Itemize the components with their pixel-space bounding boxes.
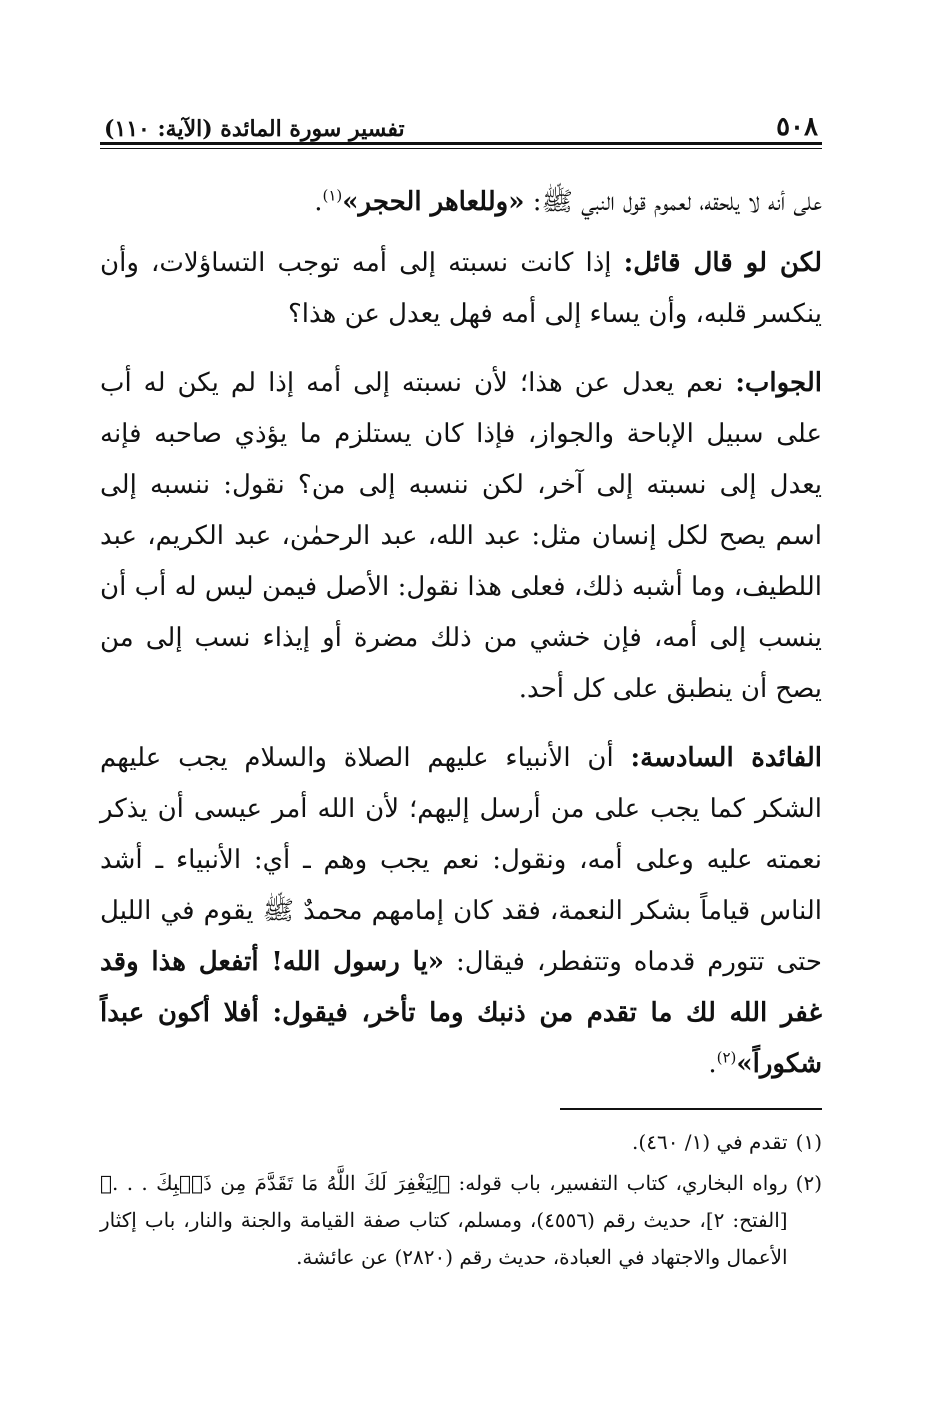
footnotes xyxy=(100,1124,822,1276)
hadith-quote-2: «يا رسول الله! أتفعل هذا وقد غفر الله لك ما تقدم من ذنبك وما تأخر، فيقول: أفلا أكون عبداً شكوراً» xyxy=(100,947,822,1079)
paragraph-4-end: . xyxy=(708,1049,717,1079)
page-number: ٥٠٨ xyxy=(776,112,818,142)
book-page xyxy=(100,100,822,1280)
footnote-number: (٢) xyxy=(795,1171,822,1195)
footnote-ref-2: (٢) xyxy=(716,1048,737,1067)
paragraph-4-lead: الفائدة السادسة: xyxy=(630,743,822,773)
hadith-quote: «وللعاهر الحجر» xyxy=(342,187,525,217)
header-divider xyxy=(100,148,822,149)
main-text xyxy=(100,177,822,1090)
paragraph-3-lead: الجواب: xyxy=(735,368,822,398)
paragraph-2-lead: لكن لو قال قائل: xyxy=(623,248,822,278)
paragraph-2-text: إذا كانت نسبته إلى أمه توجب التساؤلات، وأن ينكسر قلبه، وأن يساء إلى أمه فهل يعدل عن هذا؟ xyxy=(100,248,822,329)
running-title: تفسير سورة المائدة (الآية: ١١٠) xyxy=(104,116,405,142)
paragraph-3-text: نعم يعدل عن هذا؛ لأن نسبته إلى أمه إذا لم يكن له أب على سبيل الإباحة والجواز، فإذا كان يستلزم ما يؤذي صاحبه فإنه يعدل إلى نسبته إلى آخر، لكن ننسبه إلى من؟ نقول: ننسبه إلى اسم يصح لكل إنسان مثل: عبد الله، عبد الرحمٰن، عبد الكريم، عبد اللطيف، وما أشبه ذلك، فعلى هذا نقول: الأصل فيمن ليس له أب أن ينسب إلى أمه، فإن خشي من ذلك مضرة أو إيذاء نسب إلى من يصح أن ينطبق على كل أحد. xyxy=(100,368,822,704)
footnote-ref-1: (١) xyxy=(322,186,343,205)
paragraph-3 xyxy=(100,358,822,715)
footnote-divider xyxy=(560,1108,822,1110)
footnote-2 xyxy=(100,1165,822,1276)
footnote-text: رواه البخاري، كتاب التفسير، باب قوله: ﴿لِيَغْفِرَ لَكَ اللَّهُ مَا تَقَدَّمَ مِن ذَنۢبِكَ . . .﴾ [الفتح: ٢]، حديث رقم (٤٥٥٦)، ومسلم، كتاب صفة القيامة والجنة والنار، باب إكثار الأعمال والاجتهاد في العبادة، حديث رقم (٢٨٢٠) عن عائشة. xyxy=(100,1171,788,1269)
paragraph-1-end: . xyxy=(314,187,323,217)
paragraph-4-text: أن الأنبياء عليهم الصلاة والسلام يجب عليهم الشكر كما يجب على من أرسل إليهم؛ لأن الله أمر عيسى أن يذكر نعمته عليه وعلى أمه، ونقول: نعم يجب وهم ـ أي: الأنبياء ـ أشد الناس قياماً بشكر النعمة، فقد كان إمامهم محمدٌ ﷺ يقوم في الليل حتى تتورم قدماه وتتفطر، فيقال: xyxy=(100,743,823,977)
paragraph-1-text: على أنه لا يلحقه، لعموم قول النبي ﷺ: xyxy=(524,187,822,217)
paragraph-4 xyxy=(100,733,822,1090)
paragraph-2 xyxy=(100,238,822,340)
paragraph-1 xyxy=(100,177,822,228)
footnote-number: (١) xyxy=(795,1130,822,1154)
footnote-1 xyxy=(100,1124,822,1161)
page-header xyxy=(100,100,822,145)
footnote-text: تقدم في (١/ ٤٦٠). xyxy=(632,1130,788,1154)
